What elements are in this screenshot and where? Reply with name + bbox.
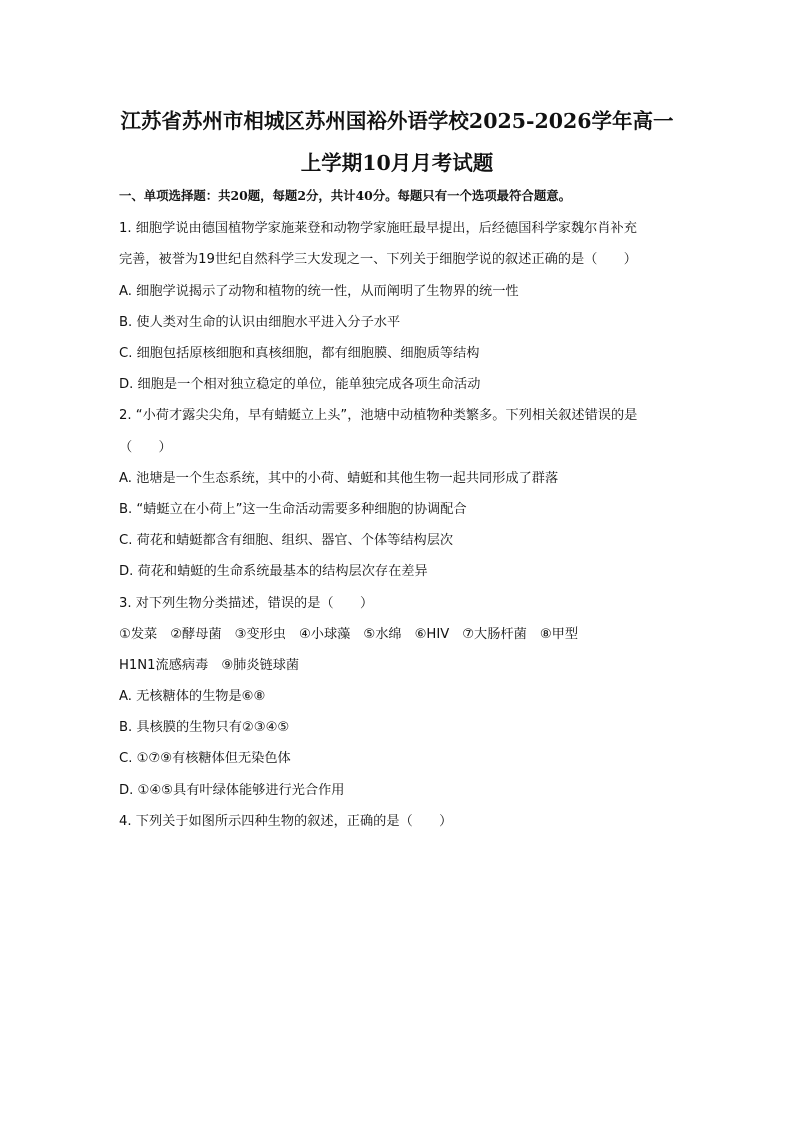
question-3-option-d: D. ①④⑤具有叶绿体能够进行光合作用	[119, 783, 345, 798]
organism-1: ①发菜	[119, 627, 158, 642]
organism-5: ⑤水绵	[363, 627, 402, 642]
organism-6: ⑥HIV	[414, 627, 450, 642]
question-2-stem-line2: （ ）	[119, 440, 172, 455]
question-4-stem: 4. 下列关于如图所示四种生物的叙述，正确的是（ ）	[119, 814, 453, 829]
organism-9: ⑨肺炎链球菌	[221, 658, 300, 673]
question-3-option-b: B. 具核膜的生物只有②③④⑤	[119, 720, 290, 735]
organism-2: ②酵母菌	[170, 627, 222, 642]
organism-8: ⑧甲型	[539, 627, 579, 642]
question-3-organisms-line1	[119, 623, 591, 642]
question-1-option-d: D. 细胞是一个相对独立稳定的单位，能单独完成各项生命活动	[119, 377, 481, 392]
organism-7: ⑦大肠杆菌	[462, 627, 527, 642]
question-1-option-c: C. 细胞包括原核细胞和真核细胞，都有细胞膜、细胞质等结构	[119, 346, 480, 361]
question-2-option-c: C. 荷花和蜻蜓都含有细胞、组织、器官、个体等结构层次	[119, 533, 454, 548]
organism-8-continued: H1N1流感病毒	[119, 658, 209, 673]
question-2-stem-line1: 2. “小荷才露尖尖角，早有蜻蜓立上头”，池塘中动植物种类繁多。下列相关叙述错误的是	[119, 408, 638, 423]
question-1-option-b: B. 使人类对生命的认识由细胞水平进入分子水平	[119, 315, 401, 330]
question-3-organisms-line2	[119, 654, 312, 673]
question-1-option-a: A. 细胞学说揭示了动物和植物的统一性，从而阐明了生物界的统一性	[119, 284, 519, 299]
question-3-stem: 3. 对下列生物分类描述，错误的是（ ）	[119, 596, 374, 611]
question-1-stem-line2: 完善，被誉为19世纪自然科学三大发现之一、下列关于细胞学说的叙述正确的是（ ）	[119, 252, 637, 267]
organism-4: ④小球藻	[298, 627, 351, 642]
exam-title-line2: 上学期10月月考试题	[300, 151, 494, 175]
question-2-option-b: B. “蜻蜓立在小荷上”这一生命活动需要多种细胞的协调配合	[119, 502, 467, 517]
question-3-option-a: A. 无核糖体的生物是⑥⑧	[119, 689, 266, 704]
exam-title-line1: 江苏省苏州市相城区苏州国裕外语学校2025-2026学年高一	[120, 109, 674, 133]
question-3-option-c: C. ①⑦⑨有核糖体但无染色体	[119, 751, 291, 766]
question-2-option-d: D. 荷花和蜻蜓的生命系统最基本的结构层次存在差异	[119, 564, 428, 579]
section-header: 一、单项选择题：共20题，每题2分，共计40分。每题只有一个选项最符合题意。	[119, 188, 571, 203]
question-2-option-a: A. 池塘是一个生态系统，其中的小荷、蜻蜓和其他生物一起共同形成了群落	[119, 471, 559, 486]
question-1-stem-line1: 1. 细胞学说由德国植物学家施莱登和动物学家施旺最早提出，后经德国科学家魏尔肖补充	[119, 221, 637, 236]
organism-3: ③变形虫	[234, 627, 286, 642]
